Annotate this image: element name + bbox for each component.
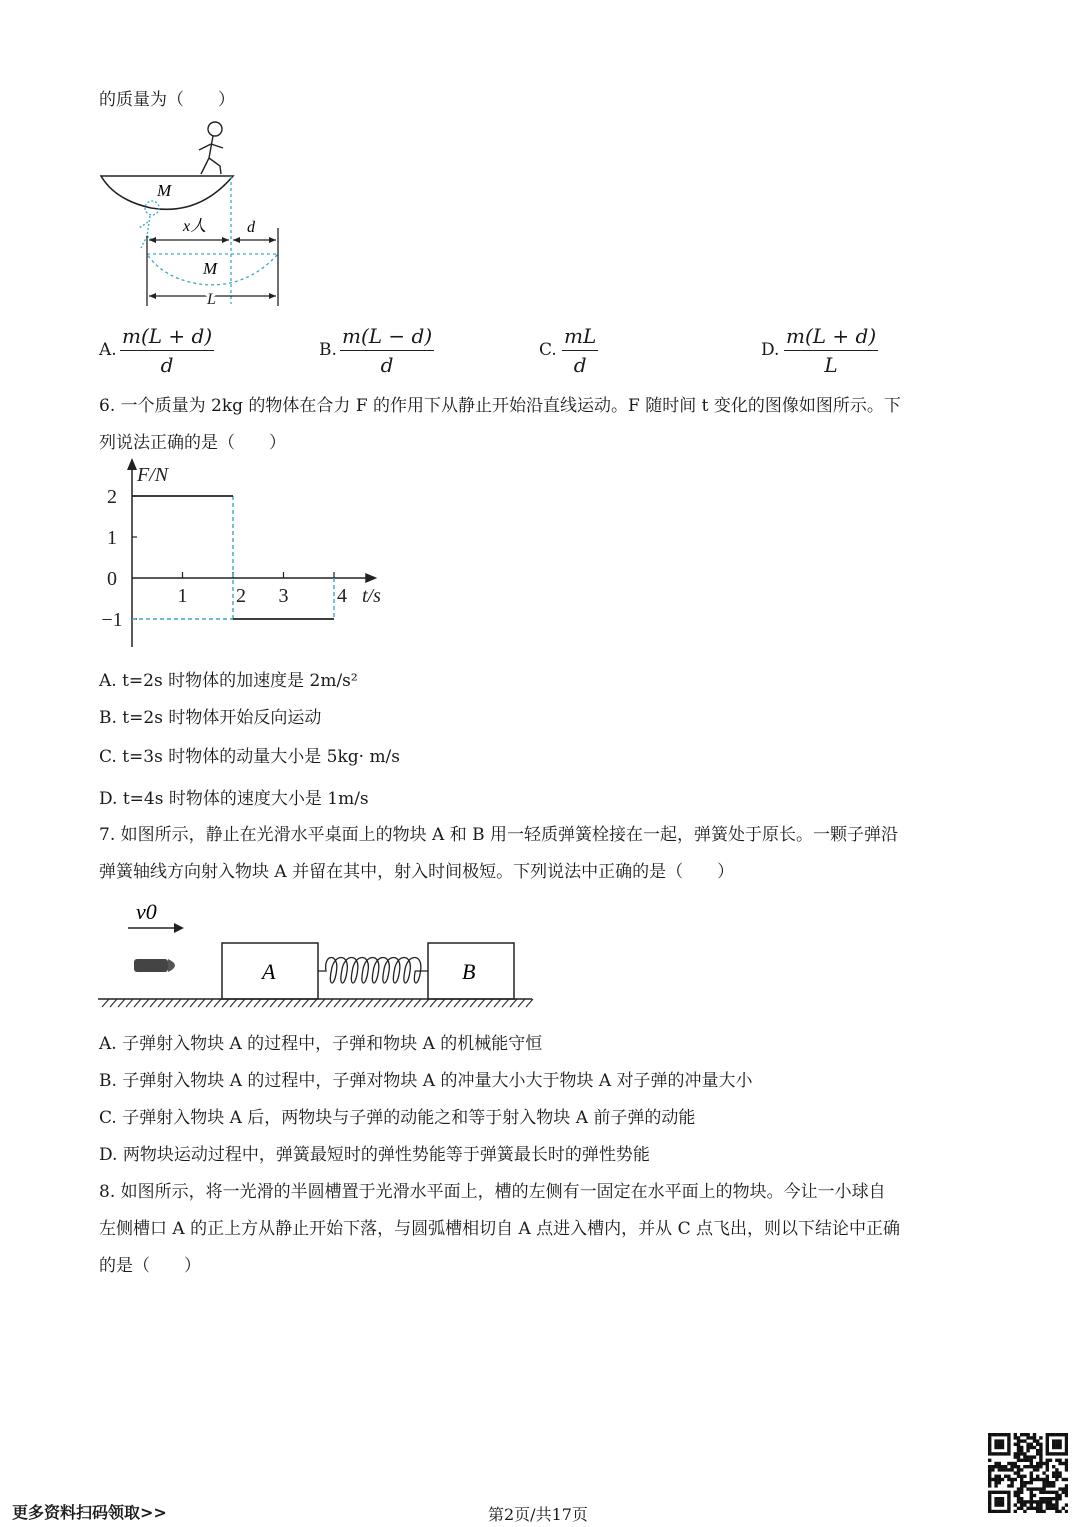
q5-option-b — [340, 324, 434, 377]
q7-option-d: D. 两物块运动过程中，弹簧最短时的弹性势能等于弹簧最长时的弹性势能 — [99, 1145, 650, 1165]
ground-hatch — [334, 999, 341, 1007]
ground-hatch — [398, 999, 405, 1007]
q5-option-a — [120, 324, 214, 377]
q5-option-c-label: C. — [539, 340, 557, 360]
ground-hatch — [134, 999, 141, 1007]
ground-hatch — [366, 999, 373, 1007]
q5-l-label: L — [207, 291, 216, 308]
ground-hatch — [478, 999, 485, 1007]
page-number: 第2页/共17页 — [488, 1505, 588, 1524]
q6-option-d: D. t=4s 时物体的速度大小是 1m/s — [99, 789, 369, 809]
q5-option-b-den: d — [380, 353, 394, 377]
x-tick-label: 2 — [236, 585, 246, 607]
ground-hatch — [318, 999, 325, 1007]
ground-hatch — [110, 999, 117, 1007]
ground-hatch — [382, 999, 389, 1007]
q5-option-d-label: D. — [761, 340, 780, 360]
ground-hatch — [342, 999, 349, 1007]
q6-option-b: B. t=2s 时物体开始反向运动 — [99, 708, 322, 728]
y-tick-label: 2 — [107, 486, 117, 508]
q7-option-b: B. 子弹射入物块 A 的过程中，子弹对物块 A 的冲量大小大于物块 A 对子弹的冲量大小 — [99, 1071, 753, 1091]
q7-block-a-label: A — [262, 959, 276, 984]
x-axis-label: t/s — [362, 585, 381, 607]
ground-hatch — [374, 999, 381, 1007]
ground-hatch — [302, 999, 309, 1007]
q5-option-c — [562, 324, 598, 377]
spring-coil — [318, 958, 428, 984]
y-tick-label: 1 — [107, 527, 117, 549]
q5-x-label: x人 — [183, 218, 207, 235]
footer-promo-text[interactable]: 更多资料扫码领取>> — [12, 1503, 167, 1522]
ground-hatch — [102, 999, 109, 1007]
ground-hatch — [406, 999, 413, 1007]
y-axis-arrow — [127, 458, 137, 470]
q7-option-c: C. 子弹射入物块 A 后，两物块与子弹的动能之和等于射入物块 A 前子弹的动能 — [99, 1108, 696, 1128]
q6-stem-line1: 6. 一个质量为 2kg 的物体在合力 F 的作用下从静止开始沿直线运动。F 随时间 t 变化的图像如图所示。下 — [99, 396, 901, 416]
ground-hatch — [230, 999, 237, 1007]
q7-stem-line1: 7. 如图所示，静止在光滑水平桌面上的物块 A 和 B 用一轻质弹簧栓接在一起，弹簧处于原长。一颗子弹沿 — [99, 825, 899, 845]
ground-hatch — [182, 999, 189, 1007]
x-axis-arrow — [365, 573, 377, 583]
ground-hatch — [174, 999, 181, 1007]
ground-hatch — [470, 999, 477, 1007]
ground-hatch — [158, 999, 165, 1007]
q5-d-label: d — [247, 219, 255, 236]
q5-option-a-label: A. — [99, 340, 117, 360]
ground-hatch — [286, 999, 293, 1007]
ground-hatch — [190, 999, 197, 1007]
ground-hatch — [422, 999, 429, 1007]
q5-bottom-mass-label: M — [203, 259, 218, 278]
ground-hatch — [254, 999, 261, 1007]
ground-hatch — [486, 999, 493, 1007]
ground-hatch — [206, 999, 213, 1007]
q8-stem-line1: 8. 如图所示，将一光滑的半圆槽置于光滑水平面上，槽的左侧有一固定在水平面上的物块。今让一小球自 — [99, 1182, 886, 1202]
ground-hatch — [246, 999, 253, 1007]
ground-hatch — [198, 999, 205, 1007]
ground-hatch — [262, 999, 269, 1007]
y-tick-label: −1 — [101, 609, 123, 631]
ground-hatch — [510, 999, 517, 1007]
q5-option-a-num: m(L + d) — [120, 324, 214, 351]
ground-hatch — [166, 999, 173, 1007]
q8-stem-line2: 左侧槽口 A 的正上方从静止开始下落，与圆弧槽相切自 A 点进入槽内，并从 C 点飞出，则以下结论中正确 — [99, 1219, 900, 1239]
y-axis-label: F/N — [137, 464, 169, 486]
q7-option-a: A. 子弹射入物块 A 的过程中，子弹和物块 A 的机械能守恒 — [99, 1034, 543, 1054]
q5-option-c-den: d — [573, 353, 587, 377]
ground-hatch — [494, 999, 501, 1007]
ground-hatch — [150, 999, 157, 1007]
q5-stem-tail: 的质量为（ ） — [99, 90, 235, 110]
ground-hatch — [438, 999, 445, 1007]
q7-stem-line2: 弹簧轴线方向射入物块 A 并留在其中，射入时间极短。下列说法中正确的是（ ） — [99, 862, 735, 882]
ground-hatch — [214, 999, 221, 1007]
q5-option-d — [784, 324, 878, 377]
q6-option-c: C. t=3s 时物体的动量大小是 5kg· m/s — [99, 747, 401, 767]
x-tick-label: 4 — [337, 585, 347, 607]
q5-option-a-den: d — [160, 353, 174, 377]
ground-hatch — [446, 999, 453, 1007]
ground-hatch — [294, 999, 301, 1007]
y-tick-label: 0 — [107, 568, 117, 590]
q5-option-b-label: B. — [319, 340, 337, 360]
ground-hatch — [518, 999, 525, 1007]
qr-code[interactable] — [988, 1433, 1068, 1513]
ground-hatch — [462, 999, 469, 1007]
ground-hatch — [326, 999, 333, 1007]
x-tick-label: 1 — [177, 585, 188, 607]
ground-hatch — [526, 999, 533, 1007]
ground-hatch — [350, 999, 357, 1007]
ground-hatch — [310, 999, 317, 1007]
q7-block-b-label: B — [462, 959, 476, 984]
q7-spring-blocks-figure — [96, 895, 536, 1013]
q5-boat-figure — [95, 118, 295, 310]
q6-force-time-chart — [100, 455, 400, 655]
ground-hatch — [278, 999, 285, 1007]
q5-top-mass-label: M — [157, 181, 172, 200]
ground-hatch — [390, 999, 397, 1007]
ground-hatch — [118, 999, 125, 1007]
ground-hatch — [502, 999, 509, 1007]
q8-stem-line3: 的是（ ） — [99, 1256, 201, 1276]
ground-hatch — [142, 999, 149, 1007]
ground-hatch — [238, 999, 245, 1007]
q5-option-b-num: m(L − d) — [340, 324, 434, 351]
q5-option-d-den: L — [824, 353, 838, 377]
ground-hatch — [222, 999, 229, 1007]
ground-hatch — [358, 999, 365, 1007]
q5-option-c-num: mL — [562, 324, 598, 351]
ground-hatch — [414, 999, 421, 1007]
q6-stem-line2: 列说法正确的是（ ） — [99, 433, 286, 453]
ground-hatch — [126, 999, 133, 1007]
ground-hatch — [454, 999, 461, 1007]
x-tick-label: 3 — [278, 585, 289, 607]
q6-option-a: A. t=2s 时物体的加速度是 2m/s² — [99, 671, 358, 691]
q7-velocity-label: v0 — [136, 899, 157, 924]
q5-option-d-num: m(L + d) — [784, 324, 878, 351]
ground-hatch — [270, 999, 277, 1007]
ground-hatch — [430, 999, 437, 1007]
